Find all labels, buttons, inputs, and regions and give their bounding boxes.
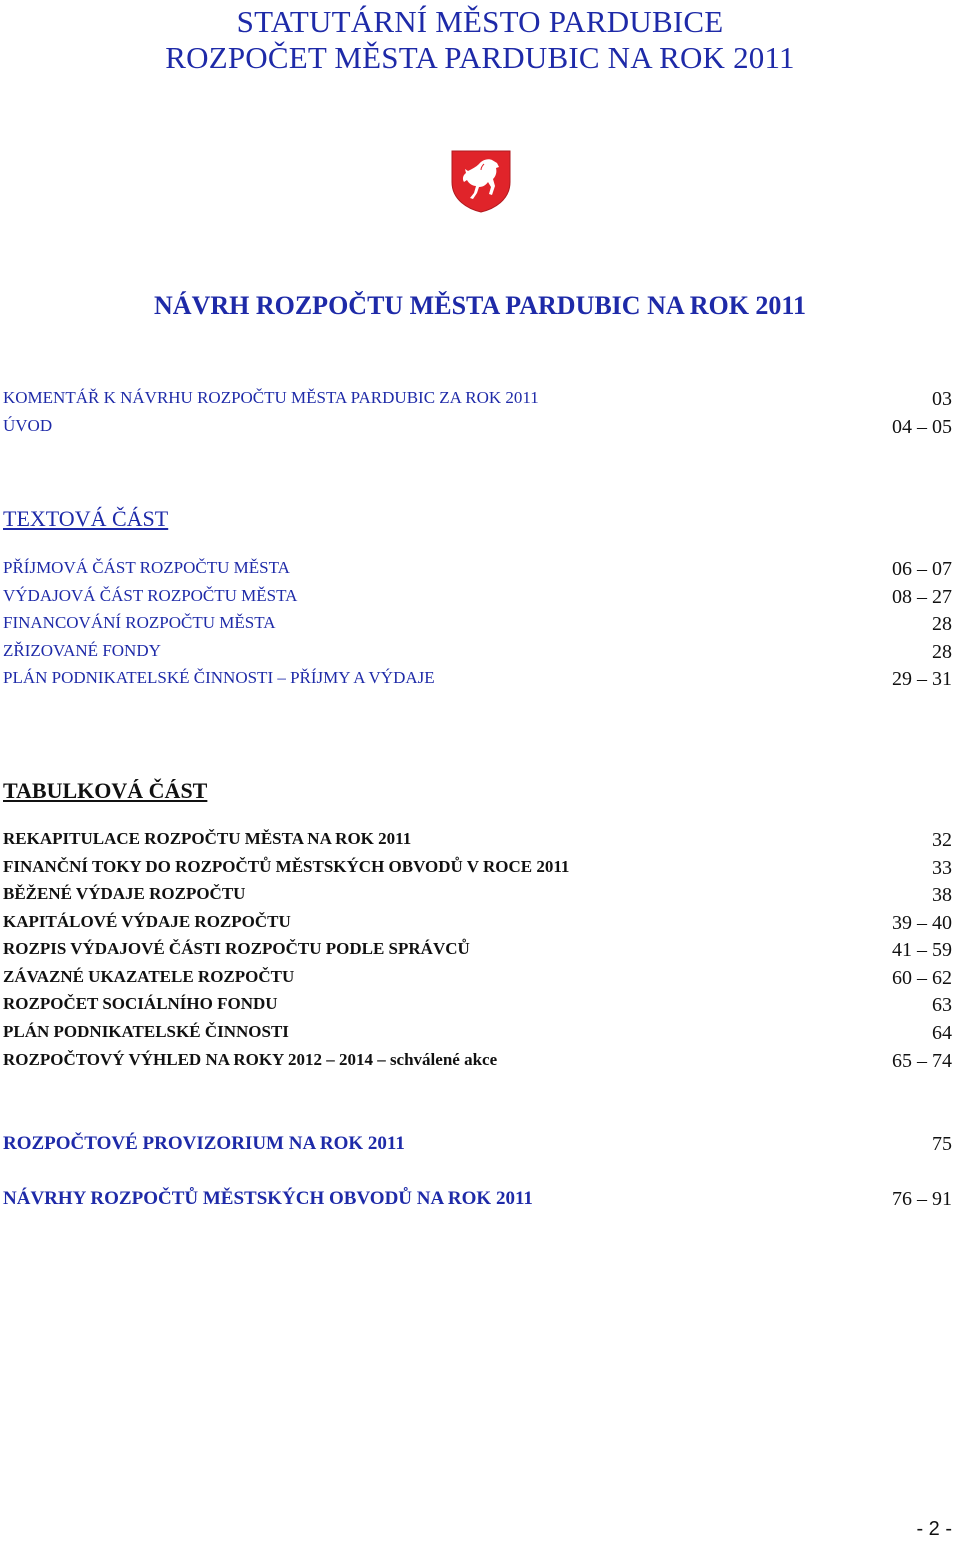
page-number: - 2 - [916, 1518, 952, 1540]
toc-entry-district-budgets[interactable] [3, 1188, 952, 1214]
document-subtitle: NÁVRH ROZPOČTU MĚSTA PARDUBIC NA ROK 2011 [154, 291, 806, 320]
toc-entry-label: KOMENTÁŘ K NÁVRHU ROZPOČTU MĚSTA PARDUBIC ZA ROK 2011 [3, 388, 539, 407]
toc-entry-pages: 63 [932, 994, 952, 1016]
toc-entry-label: REKAPITULACE ROZPOČTU MĚSTA NA ROK 2011 [3, 829, 412, 848]
toc-entry-pages: 04 – 05 [892, 416, 952, 438]
toc-entry-pages: 32 [932, 829, 952, 851]
toc-entry[interactable] [3, 994, 952, 1020]
toc-entry-pages: 28 [932, 641, 952, 663]
toc-entry[interactable] [3, 1022, 952, 1048]
toc-entry[interactable] [3, 967, 952, 993]
document-title-line-2: ROZPOČET MĚSTA PARDUBIC NA ROK 2011 [165, 40, 795, 75]
toc-entry-pages: 08 – 27 [892, 586, 952, 608]
toc-entry-label: ÚVOD [3, 416, 53, 435]
toc-entry[interactable] [3, 912, 952, 938]
toc-entry[interactable] [3, 586, 952, 612]
toc-entry[interactable] [3, 613, 952, 639]
toc-entry-label: PŘÍJMOVÁ ČÁST ROZPOČTU MĚSTA [3, 558, 290, 577]
toc-entry-label: ROZPOČET SOCIÁLNÍHO FONDU [3, 994, 278, 1013]
toc-entry[interactable] [3, 939, 952, 965]
toc-entry-label: ROZPIS VÝDAJOVÉ ČÁSTI ROZPOČTU PODLE SPRÁVCŮ [3, 939, 470, 958]
toc-entry[interactable] [3, 829, 952, 855]
toc-entry[interactable] [3, 668, 952, 694]
toc-entry-label: FINANCOVÁNÍ ROZPOČTU MĚSTA [3, 613, 276, 632]
toc-entry-label: PLÁN PODNIKATELSKÉ ČINNOSTI [3, 1022, 289, 1041]
city-coat-of-arms-horse-icon [448, 148, 514, 214]
toc-entry-pages: 06 – 07 [892, 558, 952, 580]
toc-entry-label: ROZPOČTOVÉ PROVIZORIUM NA ROK 2011 [3, 1133, 405, 1154]
toc-entry-pages: 03 [932, 388, 952, 410]
toc-entry-label: BĚŽENÉ VÝDAJE ROZPOČTU [3, 884, 246, 903]
toc-entry-pages: 60 – 62 [892, 967, 952, 989]
toc-entry-pages: 39 – 40 [892, 912, 952, 934]
toc-entry[interactable] [3, 857, 952, 883]
toc-entry[interactable] [3, 558, 952, 584]
section-heading-text-part: TEXTOVÁ ČÁST [3, 506, 169, 531]
document-title-line-1: STATUTÁRNÍ MĚSTO PARDUBICE [236, 4, 724, 39]
toc-entry[interactable] [3, 641, 952, 667]
toc-entry-label: ZÁVAZNÉ UKAZATELE ROZPOČTU [3, 967, 295, 986]
toc-entry-provisional-budget[interactable] [3, 1133, 952, 1159]
toc-entry[interactable] [3, 884, 952, 910]
toc-entry-label: NÁVRHY ROZPOČTŮ MĚSTSKÝCH OBVODŮ NA ROK 2011 [3, 1188, 533, 1209]
toc-entry-pages: 65 – 74 [892, 1050, 952, 1072]
section-heading-table-part: TABULKOVÁ ČÁST [3, 778, 208, 803]
toc-entry-pages: 29 – 31 [892, 668, 952, 690]
toc-entry-commentary[interactable] [3, 388, 952, 414]
toc-entry-pages: 28 [932, 613, 952, 635]
toc-entry-introduction[interactable] [3, 416, 952, 442]
toc-entry-label: FINANČNÍ TOKY DO ROZPOČTŮ MĚSTSKÝCH OBVODŮ V ROCE 2011 [3, 857, 570, 876]
toc-entry-label: ZŘIZOVANÉ FONDY [3, 641, 161, 660]
toc-entry-label: KAPITÁLOVÉ VÝDAJE ROZPOČTU [3, 912, 291, 931]
toc-entry-label: PLÁN PODNIKATELSKÉ ČINNOSTI – PŘÍJMY A VÝDAJE [3, 668, 435, 687]
toc-entry-pages: 64 [932, 1022, 952, 1044]
toc-entry-pages: 76 – 91 [892, 1188, 952, 1210]
toc-entry-pages: 41 – 59 [892, 939, 952, 961]
toc-entry-label: ROZPOČTOVÝ VÝHLED NA ROKY 2012 – 2014 – schválené akce [3, 1050, 498, 1069]
toc-entry-pages: 75 [932, 1133, 952, 1155]
toc-entry[interactable] [3, 1050, 952, 1076]
toc-entry-pages: 33 [932, 857, 952, 879]
toc-entry-label: VÝDAJOVÁ ČÁST ROZPOČTU MĚSTA [3, 586, 298, 605]
toc-entry-pages: 38 [932, 884, 952, 906]
